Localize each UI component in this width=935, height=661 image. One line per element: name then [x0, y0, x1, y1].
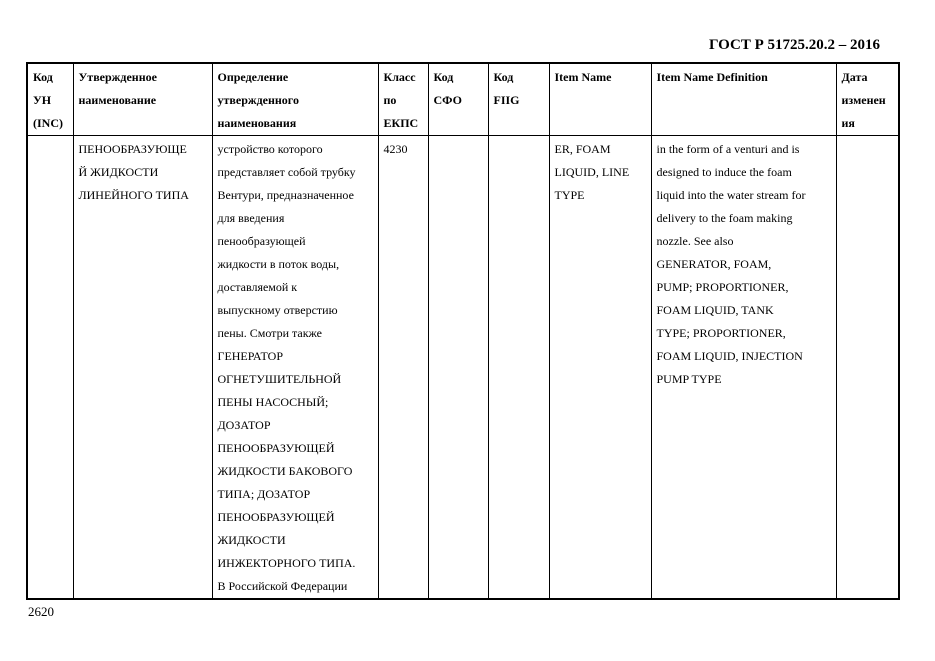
col-header-item-name-definition: Item Name Definition	[651, 63, 836, 136]
table-row	[27, 136, 899, 600]
cell-item-name-definition: in the form of a venturi and is designed to induce the foam liquid into the water stream for delivery to the foam making nozzle. See also GENERATOR, FOAM, PUMP; PROPORTIONER, FOAM LIQUID, TANK TYPE; PROPORTIONER, FOAM LIQUID, INJECTION PUMP TYPE	[651, 136, 836, 600]
col-header-inc: Код УН (INC)	[27, 63, 73, 136]
col-header-ekps-class: Класс по ЕКПС	[378, 63, 428, 136]
col-header-change-date: Дата изменен ия	[836, 63, 899, 136]
catalog-table	[26, 62, 900, 600]
col-header-fiig-code: Код FIIG	[488, 63, 549, 136]
cell-item-name: ER, FOAM LIQUID, LINE TYPE	[549, 136, 651, 600]
document-header: ГОСТ Р 51725.20.2 – 2016	[709, 37, 881, 53]
cell-inc	[27, 136, 73, 600]
cell-fiig-code	[488, 136, 549, 600]
cell-change-date	[836, 136, 899, 600]
cell-definition: устройство которого представляет собой трубку Вентури, предназначенное для введения пенообразующей жидкости в поток воды, доставляемой к выпускному отверстию пены. Смотри также ГЕНЕРАТОР ОГНЕТУШИТЕЛЬНОЙ ПЕНЫ НАСОСНЫЙ; ДОЗАТОР ПЕНООБРАЗУЮЩЕЙ ЖИДКОСТИ БАКОВОГО ТИПА; ДОЗАТОР ПЕНООБРАЗУЮЩЕЙ ЖИДКОСТИ ИНЖЕКТОРНОГО ТИПА. В Российской Федерации	[212, 136, 378, 600]
cell-sfo-code	[428, 136, 488, 600]
page-number: 2620	[28, 604, 54, 619]
col-header-approved-name: Утвержденное наименование	[73, 63, 212, 136]
col-header-item-name: Item Name	[549, 63, 651, 136]
table-header-row	[27, 63, 899, 136]
col-header-sfo-code: Код СФО	[428, 63, 488, 136]
cell-ekps-class: 4230	[378, 136, 428, 600]
col-header-definition: Определение утвержденного наименования	[212, 63, 378, 136]
cell-approved-name: ПЕНООБРАЗУЮЩЕ Й ЖИДКОСТИ ЛИНЕЙНОГО ТИПА	[73, 136, 212, 600]
